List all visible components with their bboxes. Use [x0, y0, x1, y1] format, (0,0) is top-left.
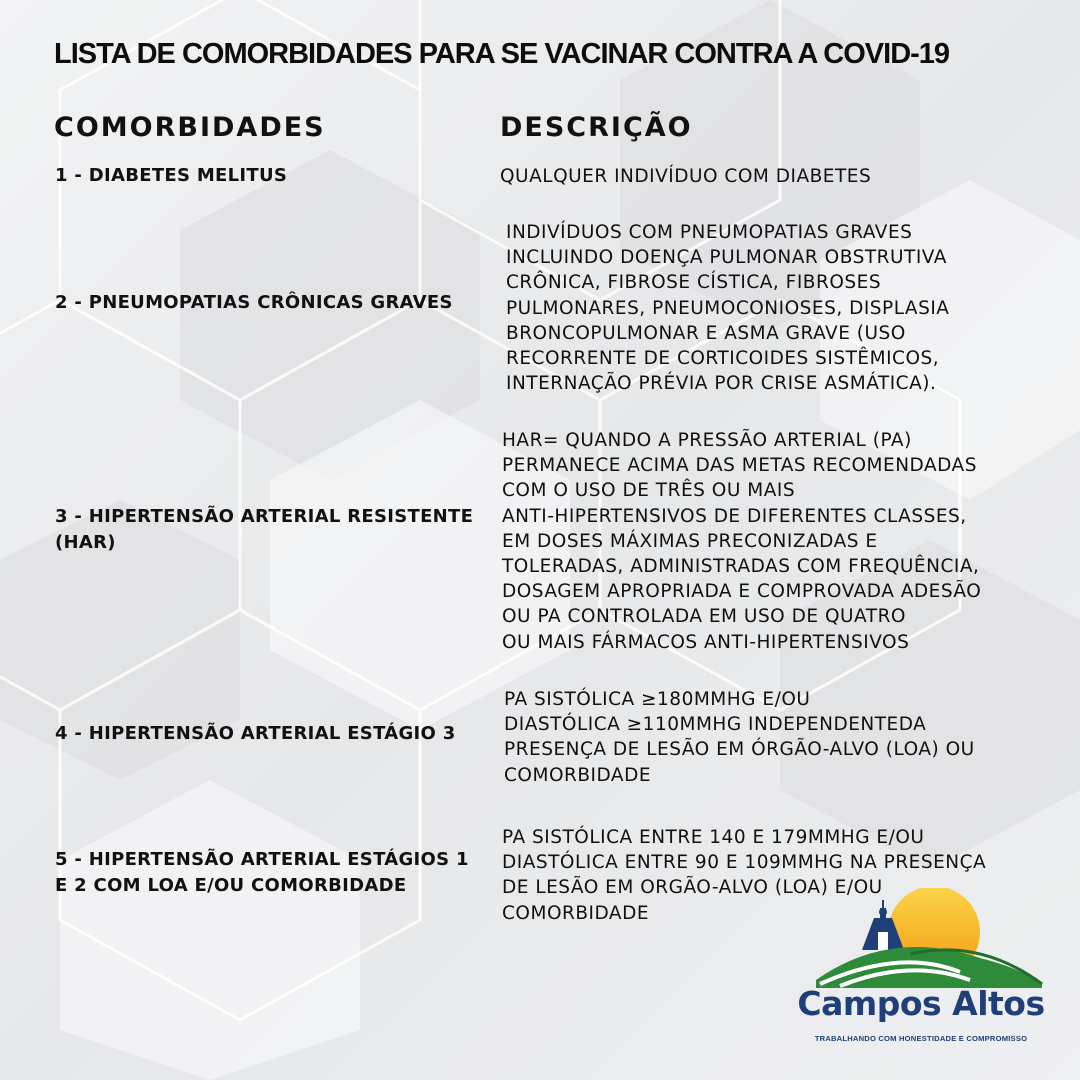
page-title: LISTA DE COMORBIDADES PARA SE VACINAR CONTRA A COVID-19 — [54, 38, 950, 70]
logo-brand-name: Campos Altos — [797, 984, 1045, 1023]
comorbidity-name: 5 - HIPERTENSÃO ARTERIAL ESTÁGIOS 1 E 2 COM LOA E/OU COMORBIDADE — [55, 849, 469, 896]
comorbidity-description: PA SISTÓLICA ENTRE 140 E 179MMHG E/OU DIASTÓLICA ENTRE 90 E 109MMHG NA PRESENÇA DE LESÃO EM ORGÃO-ALVO (LOA) E/OU COMORBIDADE — [502, 827, 987, 924]
comorbidity-name: 3 - HIPERTENSÃO ARTERIAL RESISTENTE (HAR) — [55, 506, 474, 553]
comorbidity-name: 2 - PNEUMOPATIAS CRÔNICAS GRAVES — [55, 292, 453, 313]
comorbidity-description: HAR= QUANDO A PRESSÃO ARTERIAL (PA) PERMANECE ACIMA DAS METAS RECOMENDADAS COM O USO DE TRÊS OU MAIS ANTI-HIPERTENSIVOS DE DIFERENTES CLASSES, EM DOSES MÁXIMAS PRECONIZADAS E TOLERADAS, ADMINISTRADAS COM FREQUÊNCIA, DOSAGEM APROPRIADA E COMPROVADA ADESÃO OU PA CONTROLADA EM USO DE QUATRO OU MAIS FÁRMACOS ANTI-HIPERTENSIVOS — [502, 430, 982, 653]
comorbidity-description: INDIVÍDUOS COM PNEUMOPATIAS GRAVES INCLUINDO DOENÇA PULMONAR OBSTRUTIVA CRÔNICA, FIBROSE CÍSTICA, FIBROSES PULMONARES, PNEUMOCONIOSES, DISPLASIA BRONCOPULMONAR E ASMA GRAVE (USO RECORRENTE DE CORTICOIDES SISTÊMICOS, INTERNAÇÃO PRÉVIA POR CRISE ASMÁTICA). — [506, 222, 950, 395]
comorbidity-name: 4 - HIPERTENSÃO ARTERIAL ESTÁGIO 3 — [55, 723, 456, 744]
logo-slogan: TRABALHANDO COM HONESTIDADE E COMPROMISSO — [814, 1034, 1028, 1043]
comorbidity-description: PA SISTÓLICA ≥180MMHG E/OU DIASTÓLICA ≥110MMHG INDEPENDENTEDA PRESENÇA DE LESÃO EM ÓRGÃO-ALVO (LOA) OU COMORBIDADE — [504, 689, 975, 786]
column-header-comorbidities: COMORBIDADES — [54, 112, 326, 143]
column-header-description: DESCRIÇÃO — [500, 112, 693, 143]
logo-emblem-icon — [780, 888, 1070, 998]
campos-altos-logo — [780, 888, 1070, 1058]
comorbidity-description: QUALQUER INDIVÍDUO COM DIABETES — [500, 166, 872, 187]
comorbidity-name: 1 - DIABETES MELITUS — [55, 165, 288, 186]
